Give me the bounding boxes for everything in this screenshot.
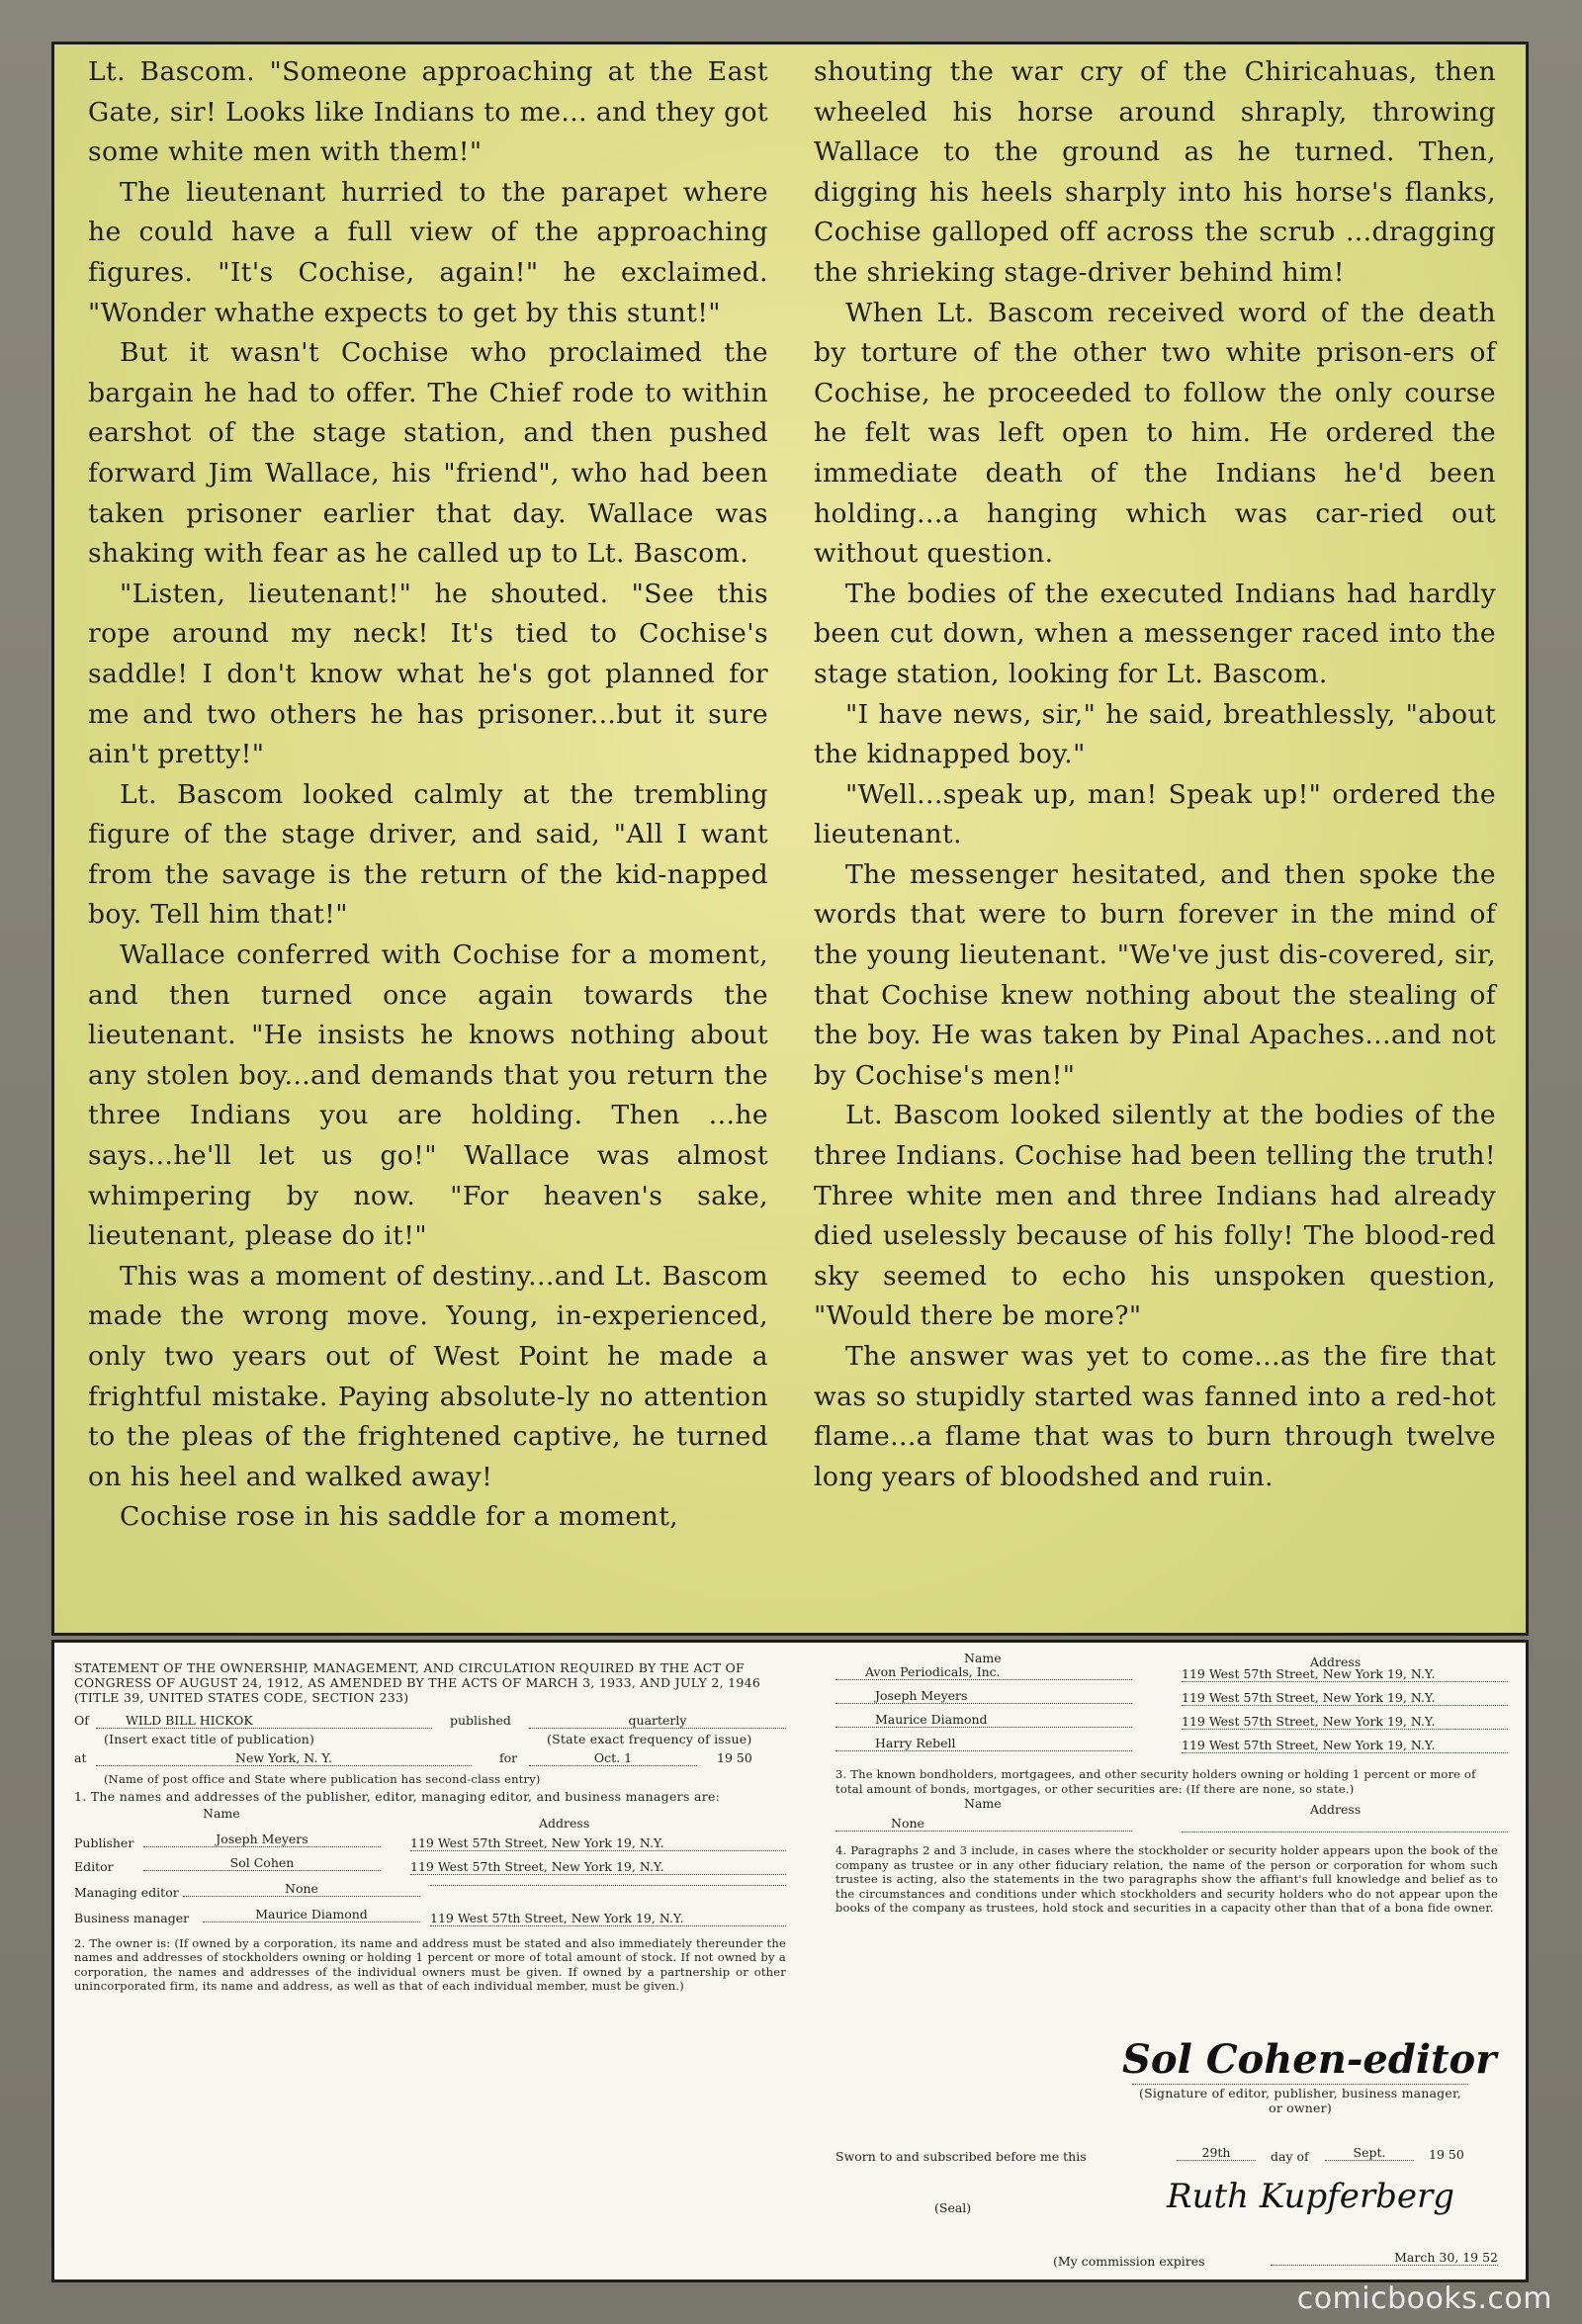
story-paragraph: Lt. Bascom. "Someone approaching at the East Gate, sir! Looks like Indians to me... and they got some white men with them!" xyxy=(88,56,768,168)
sworn-row xyxy=(835,2145,1508,2167)
at-label: at xyxy=(74,1750,87,1765)
sworn-month: Sept. xyxy=(1325,2145,1414,2161)
officer-name: None xyxy=(183,1881,420,1897)
item-1-text: 1. The names and addresses of the publisher, editor, managing editor, and business managers are: xyxy=(74,1788,721,1804)
officer-address: 119 West 57th Street, New York 19, N.Y. xyxy=(430,1911,786,1926)
owner-row xyxy=(835,1736,1508,1757)
of-label: Of xyxy=(74,1713,89,1728)
officer-row xyxy=(74,1907,806,1928)
officer-row xyxy=(74,1855,806,1877)
owner-address: 119 West 57th Street, New York 19, N.Y. xyxy=(1182,1714,1508,1730)
owner-address: 119 West 57th Street, New York 19, N.Y. xyxy=(1182,1738,1508,1753)
statement-header: STATEMENT OF THE OWNERSHIP, MANAGEMENT, AND CIRCULATION REQUIRED BY THE ACT OF CONGRESS OF AUGUST 24, 1912, AS AMENDED BY THE ACTS OF MARCH 3, 1933, AND JULY 2, 1946 (TITLE 39, UNITED STATES CODE, SECTION 233) xyxy=(74,1660,761,1705)
published-label: published xyxy=(450,1713,511,1728)
story-column-right xyxy=(814,52,1496,1497)
item-3-text: 3. The known bondholders, mortgagees, and other security holders owning or holding 1 percent or more of total amount of bonds, mortgages, or other securities are: (If there are none, so state.) xyxy=(835,1767,1476,1796)
item-2-text: 2. The owner is: (If owned by a corporation, its name and address must be stated and also immediately thereunder the names and addresses of stockholders owning or holding 1 percent or more of total amount of stock. If not owned by a corporation, the names and addresses of the individual owners must be given. If owned by a partnership or other unincorporated firm, its name and address, as well as that of each individual member, must be given.) xyxy=(74,1935,786,1993)
seal-label: (Seal) xyxy=(934,2200,972,2215)
commission-label: (My commission expires xyxy=(1053,2254,1205,2269)
publication-title-value: WILD BILL HICKOK xyxy=(96,1713,432,1729)
owner-row xyxy=(835,1712,1508,1734)
item-4-text: 4. Paragraphs 2 and 3 include, in cases where the stockholder or security holder appears upon the book of the company as trustee or in any other fiduciary relation, the name of the person or corporation for whom such trustee is acting, also the statements in the two paragraphs show the affiant's full knowledge and belief as to the circumstances and conditions under which stockholders and security holders who do not appear upon the books of the company as trustees, hold stock and securities in a capacity other than that of a bona fide owner. xyxy=(835,1843,1498,1915)
commission-value: March 30, 19 52 xyxy=(1271,2250,1498,2266)
officer-address: 119 West 57th Street, New York 19, N.Y. xyxy=(410,1835,786,1851)
day-of-label: day of xyxy=(1271,2149,1309,2164)
city-value: New York, N. Y. xyxy=(96,1750,472,1766)
story-paragraph: Lt. Bascom looked calmly at the trembling figure of the stage driver, and said, "All I want from the savage is the return of the kid-napped boy. Tell him that!" xyxy=(88,778,768,931)
post-office-caption: (Name of post office and State where publication has second-class entry) xyxy=(104,1772,541,1786)
story-paragraph: But it wasn't Cochise who proclaimed the bargain he had to offer. The Chief rode to within earshot of the stage station, and then pushed forward Jim Wallace, his "friend", who had been taken prisoner earlier that day. Wallace was shaking with fear as he called up to Lt. Bascom. xyxy=(88,337,768,570)
sworn-label: Sworn to and subscribed before me this xyxy=(835,2149,1087,2164)
officer-row xyxy=(74,1881,806,1903)
frequency-caption: (State exact frequency of issue) xyxy=(547,1732,752,1746)
officer-address xyxy=(430,1885,786,1886)
frequency-value: quarterly xyxy=(529,1713,786,1729)
publication-title-row xyxy=(74,1709,806,1768)
story-paragraph: The lieutenant hurried to the parapet where he could have a full view of the approaching figures. "It's Cochise, again!" he exclaimed. "Wonder whathe expects to get by this stunt!" xyxy=(88,176,768,328)
owner-row xyxy=(835,1664,1508,1686)
story-paragraph: shouting the war cry of the Chiricahuas, then wheeled his horse around shraply, throwing Wallace to the ground as he turned. Then, digging his heels sharply into his horse's flanks, Cochise galloped off across the scrub ...dragging the shrieking stage-driver behind him! xyxy=(814,56,1496,288)
owners-name-header: Name xyxy=(964,1651,1002,1665)
owner-name: Maurice Diamond xyxy=(835,1712,1132,1728)
site-watermark: comicbooks.com xyxy=(1296,2281,1552,2316)
officer-role: Editor xyxy=(74,1858,114,1874)
officers-table xyxy=(74,1806,806,1932)
officer-role: Managing editor xyxy=(74,1884,179,1900)
story-paragraph: "Well...speak up, man! Speak up!" ordered the lieutenant. xyxy=(814,778,1496,850)
statement-left-column xyxy=(74,1660,806,1994)
owner-name: Harry Rebell xyxy=(835,1736,1132,1751)
bond-address-header: Address xyxy=(1310,1802,1362,1817)
commission-row xyxy=(1053,2248,1508,2270)
officer-name: Sol Cohen xyxy=(143,1855,381,1871)
story-paragraph: "Listen, lieutenant!" he shouted. "See this rope around my neck! It's tied to Cochise's saddle! I don't know what he's got planned for me and two others he has prisoner...but it sure ain't pretty!" xyxy=(88,578,768,770)
sworn-day: 29th xyxy=(1177,2145,1256,2161)
notary-signature: Ruth Kupferberg xyxy=(1167,2177,1455,2216)
ownership-statement-panel xyxy=(51,1640,1529,2282)
issue-year-value: 19 50 xyxy=(717,1750,752,1765)
officer-row xyxy=(74,1832,806,1853)
story-paragraph: "I have news, sir," he said, breathlessly, "about the kidnapped boy." xyxy=(814,698,1496,770)
bond-name-header: Name xyxy=(964,1796,1002,1811)
owner-address: 119 West 57th Street, New York 19, N.Y. xyxy=(1182,1666,1508,1682)
owner-address: 119 West 57th Street, New York 19, N.Y. xyxy=(1182,1690,1508,1706)
bondholders-row xyxy=(835,1796,1508,1835)
officers-address-header: Address xyxy=(539,1815,590,1831)
sworn-year: 19 50 xyxy=(1429,2147,1464,2162)
signature-caption: (Signature of editor, publisher, business manager, or owner) xyxy=(1132,2084,1468,2115)
story-paragraph: This was a moment of destiny...and Lt. Bascom made the wrong move. Young, in-experienced, only two years out of West Point he made a frightful mistake. Paying absolute-ly no attention to the pleas of the frightened captive, he turned on his heel and walked away! xyxy=(88,1260,768,1492)
officer-name: Maurice Diamond xyxy=(203,1907,420,1922)
issue-date-value: Oct. 1 xyxy=(529,1750,697,1766)
story-paragraph: When Lt. Bascom received word of the death by torture of the other two white prison-ers of Cochise, he proceeded to follow the only course he felt was left open to him. He ordered the immediate death of the Indians he'd been holding...a hanging which was car-ried out without question. xyxy=(814,297,1496,570)
story-paragraph: The messenger hesitated, and then spoke the words that were to burn forever in the mind of the young lieutenant. "We've just dis-covered, sir, that Cochise knew nothing about the stealing of the boy. He was taken by Pinal Apaches...and not by Cochise's men!" xyxy=(814,858,1496,1091)
story-paragraph: Lt. Bascom looked silently at the bodies of the three Indians. Cochise had been telling the truth! Three white men and three Indians had already died uselessly because of his folly! The blood-red sky seemed to echo his unspoken question, "Would there be more?" xyxy=(814,1100,1496,1332)
bond-address-blank xyxy=(1182,1818,1508,1832)
officer-name: Joseph Meyers xyxy=(143,1832,381,1847)
officer-address: 119 West 57th Street, New York 19, N.Y. xyxy=(410,1859,786,1875)
owners-table xyxy=(835,1651,1508,1763)
story-paragraph: The answer was yet to come...as the fire that was so stupidly started was fanned into a red-hot flame...a flame that was to burn through twelve long years of bloodshed and ruin. xyxy=(814,1341,1496,1492)
statement-right-column xyxy=(835,1651,1508,2269)
story-text-panel xyxy=(51,42,1529,1636)
officer-role: Business manager xyxy=(74,1910,190,1925)
owner-row xyxy=(835,1688,1508,1710)
owners-address-header: Address xyxy=(1310,1654,1362,1669)
story-column-left xyxy=(88,52,768,1538)
officer-role: Publisher xyxy=(74,1834,134,1850)
owner-name: Avon Periodicals, Inc. xyxy=(835,1664,1132,1680)
story-paragraph: Cochise rose in his saddle for a moment, xyxy=(120,1501,679,1533)
story-paragraph: The bodies of the executed Indians had hardly been cut down, when a messenger raced into the stage station, looking for Lt. Bascom. xyxy=(814,578,1496,689)
editor-signature: Sol Cohen-editor xyxy=(1122,2036,1497,2083)
story-paragraph: Wallace conferred with Cochise for a moment, and then turned once again towards the lieutenant. "He insists he knows nothing about any stolen boy...and demands that you return the three Indians you are holding. Then ...he says...he'll let us go!" Wallace was almost whimpering by now. "For heaven's sake, lieutenant, please do it!" xyxy=(88,939,768,1252)
owner-name: Joseph Meyers xyxy=(835,1688,1132,1704)
title-caption: (Insert exact title of publication) xyxy=(104,1732,315,1746)
for-label: for xyxy=(499,1750,518,1765)
officers-name-header: Name xyxy=(203,1805,240,1821)
bond-value: None xyxy=(835,1816,1132,1832)
